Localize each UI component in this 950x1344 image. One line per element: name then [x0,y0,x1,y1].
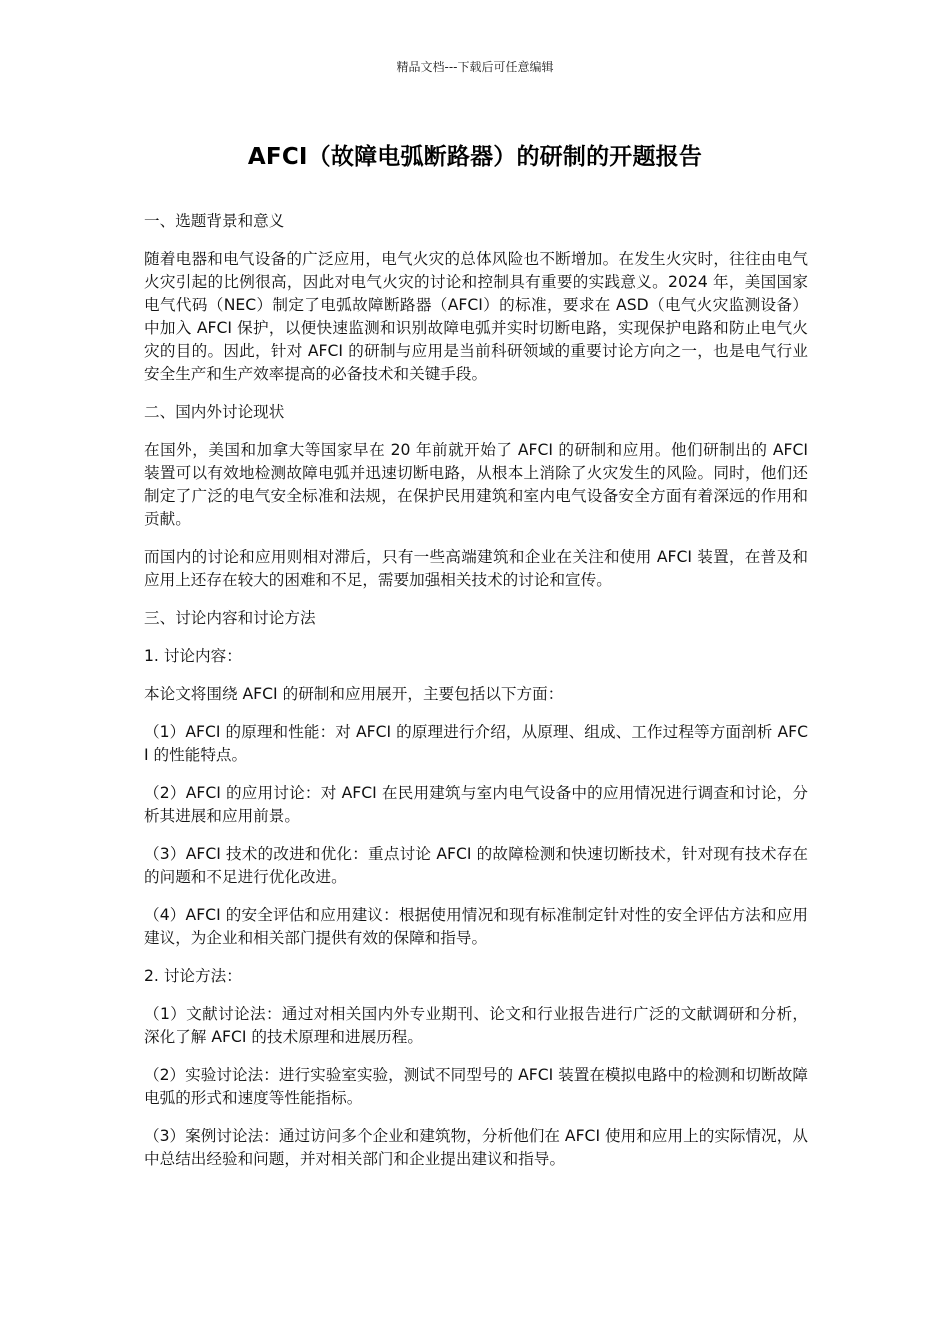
list-item-method-3: （3）案例讨论法：通过访问多个企业和建筑物，分析他们在 AFCI 使用和应用上的实际情况，从中总结出经验和问题，并对相关部门和企业提出建议和指导。 [144,1127,808,1168]
list-item-method-1: （1）文献讨论法：通过对相关国内外专业期刊、论文和行业报告进行广泛的文献调研和分析，深化了解 AFCI 的技术原理和进展历程。 [144,1005,808,1046]
paragraph-content-intro: 本论文将围绕 AFCI 的研制和应用展开，主要包括以下方面： [144,685,564,703]
list-item-content-3: （3）AFCI 技术的改进和优化：重点讨论 AFCI 的故障检测和快速切断技术，针对现有技术存在的问题和不足进行优化改进。 [144,845,808,886]
header-note: 精品文档---下载后可任意编辑 [396,60,554,74]
paragraph-background: 随着电器和电气设备的广泛应用，电气火灾的总体风险也不断增加。在发生火灾时，往往由电气火灾引起的比例很高，因此对电气火灾的讨论和控制具有重要的实践意义。2024 年，美国国家电气代码（NEC）制定了电弧故障断路器（AFCI）的标准，要求在 ASD（电气火灾监测设备）中加入 AFCI 保护，以便快速监测和识别故障电弧并实时切断电路，实现保护电路和防止电气火灾的目的。因此，针对 AFCI 的研制与应用是当前科研领域的重要讨论方向之一，也是电气行业安全生产和生产效率提高的必备技术和关键手段。 [144,250,808,383]
list-item-content-2: （2）AFCI 的应用讨论：对 AFCI 在民用建筑与室内电气设备中的应用情况进行调查和讨论，分析其进展和应用前景。 [144,784,808,825]
list-item-content-1: （1）AFCI 的原理和性能：对 AFCI 的原理进行介绍，从原理、组成、工作过程等方面剖析 AFCI 的性能特点。 [144,723,808,764]
section-heading-content-methods: 三、讨论内容和讨论方法 [144,609,316,627]
list-item-method-2: （2）实验讨论法：进行实验室实验，测试不同型号的 AFCI 装置在模拟电路中的检测和切断故障电弧的形式和速度等性能指标。 [144,1066,808,1107]
list-item-content-4: （4）AFCI 的安全评估和应用建议：根据使用情况和现有标准制定针对性的安全评估方法和应用建议，为企业和相关部门提供有效的保障和指导。 [144,906,808,947]
subheading-methods: 2. 讨论方法： [144,967,242,985]
section-heading-background: 一、选题背景和意义 [144,212,285,230]
paragraph-status-abroad: 在国外，美国和加拿大等国家早在 20 年前就开始了 AFCI 的研制和应用。他们研制出的 AFCI 装置可以有效地检测故障电弧并迅速切断电路，从根本上消除了火灾发生的风险。同时，他们还制定了广泛的电气安全标准和法规，在保护民用建筑和室内电气设备安全方面有着深远的作用和贡献。 [144,441,808,528]
paragraph-status-domestic: 而国内的讨论和应用则相对滞后，只有一些高端建筑和企业在关注和使用 AFCI 装置，在普及和应用上还存在较大的困难和不足，需要加强相关技术的讨论和宣传。 [144,548,808,589]
document-body [144,210,808,1186]
document-title: AFCI（故障电弧断路器）的研制的开题报告 [247,144,703,170]
subheading-content: 1. 讨论内容： [144,647,242,665]
section-heading-status: 二、国内外讨论现状 [144,403,285,421]
